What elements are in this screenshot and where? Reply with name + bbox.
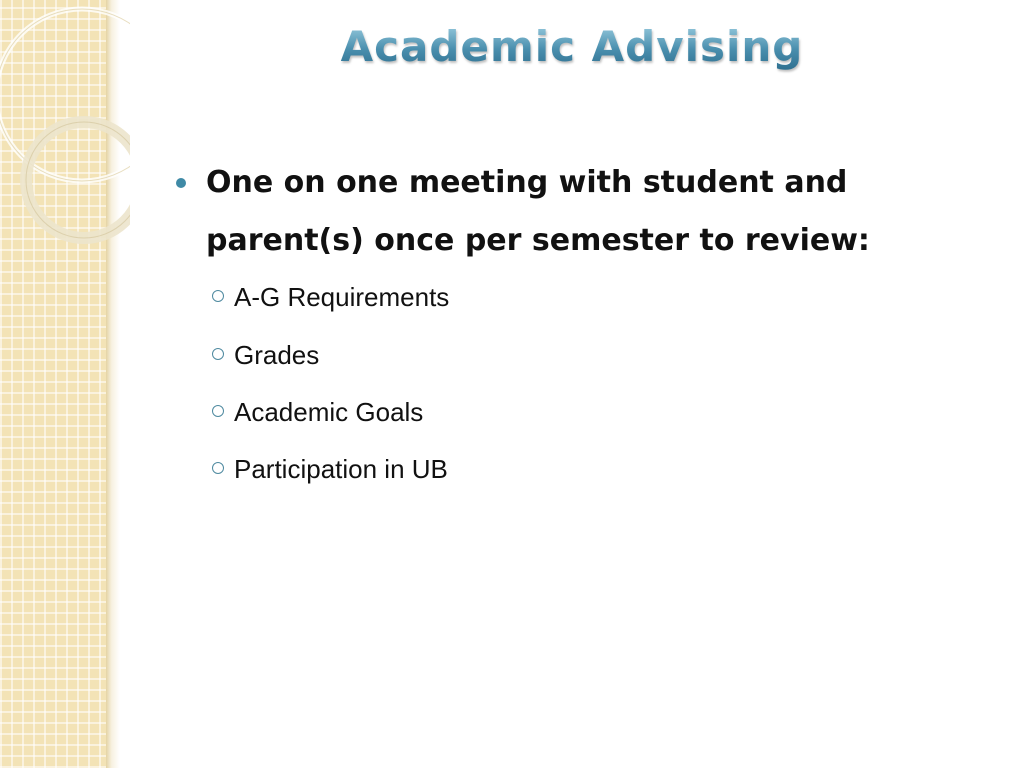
sub-item-label: A-G Requirements — [234, 282, 450, 312]
hollow-bullet-icon — [212, 405, 224, 417]
bullet-dot-icon — [176, 178, 186, 188]
hollow-bullet-icon — [212, 462, 224, 474]
sub-item-grades — [212, 340, 319, 380]
hollow-bullet-icon — [212, 348, 224, 360]
sub-item-ag-requirements — [212, 282, 449, 322]
decorative-rings — [0, 0, 130, 260]
sub-item-academic-goals — [212, 397, 423, 437]
sub-item-participation — [212, 454, 448, 494]
sub-item-label: Academic Goals — [234, 397, 424, 427]
sub-item-label: Participation in UB — [234, 454, 448, 484]
sub-item-label: Grades — [234, 340, 320, 370]
hollow-bullet-icon — [212, 290, 224, 302]
slide-title: Academic Advising — [120, 22, 1024, 71]
main-bullet-text: One on one meeting with student and parent(s) once per semester to review: — [206, 165, 870, 258]
decorative-ring-large — [0, 9, 130, 181]
